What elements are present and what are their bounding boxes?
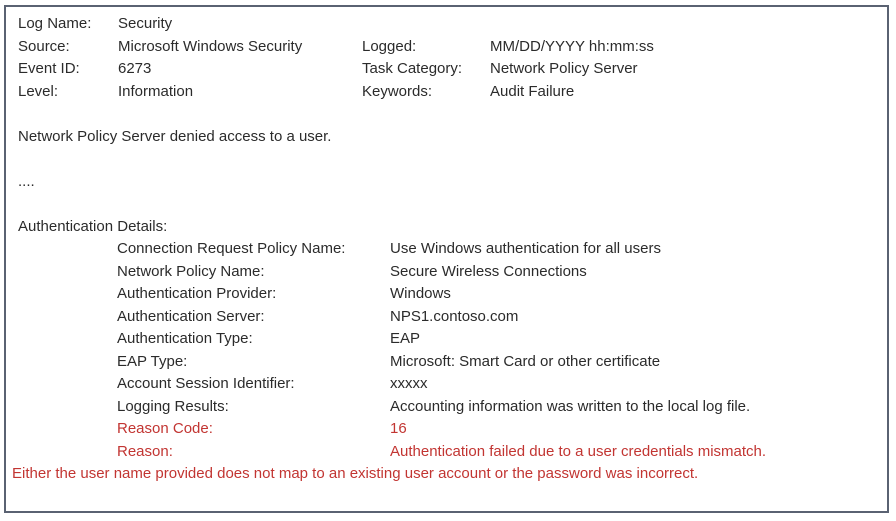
detail-row [18,238,875,261]
detail-value: Accounting information was written to the local log file. [390,397,751,415]
event-header [18,13,875,103]
detail-row [18,396,875,419]
detail-value: Microsoft: Smart Card or other certificate [390,352,661,370]
detail-row [18,283,875,306]
header-row-level [18,81,875,104]
detail-value: xxxxx [390,375,428,392]
field-label: Level: [18,82,59,100]
detail-row [18,351,875,374]
detail-value: Use Windows authentication for all users [390,240,661,257]
details-table [18,238,875,463]
detail-label: Reason Code: [117,420,213,437]
detail-value: Windows [390,285,451,302]
detail-row [18,261,875,284]
header-row-event-id [18,58,875,81]
field-value: Network Policy Server [490,60,638,77]
header-row-log-name [18,13,875,36]
detail-label: Account Session Identifier: [117,375,295,392]
field-label: Source: [18,37,70,55]
detail-label: Reason: [117,442,173,460]
detail-row-reason-code [18,418,875,441]
reason-footer-text: Either the user name provided does not map to an existing user account or the password was incorrect. [12,465,699,482]
section-title-authentication-details: Authentication Details: [18,217,168,235]
ellipsis-text: .... [18,172,35,190]
field-label: Log Name: [18,15,92,32]
header-row-source [18,36,875,59]
field-value [490,13,875,36]
detail-label: Authentication Server: [117,307,265,325]
field-label: Event ID: [18,60,80,77]
event-log-panel [4,5,889,513]
detail-value: 16 [390,420,407,437]
field-value: Information [118,82,194,100]
detail-row-reason [18,441,875,464]
detail-label: EAP Type: [117,352,188,370]
detail-value: Authentication failed due to a user credentials mismatch. [390,442,767,460]
field-value: Microsoft Windows Security [118,37,303,55]
detail-label: Logging Results: [117,397,229,415]
field-value: Security [118,15,173,32]
detail-value: Secure Wireless Connections [390,262,587,280]
field-label [362,13,490,36]
detail-value: EAP [390,330,421,347]
field-value: 6273 [118,60,152,77]
detail-row [18,306,875,329]
detail-row [18,373,875,396]
detail-label: Authentication Provider: [117,285,277,302]
detail-row [18,328,875,351]
detail-label: Authentication Type: [117,330,253,347]
field-value: MM/DD/YYYY hh:mm:ss [490,37,654,55]
field-label: Keywords: [362,82,433,100]
event-description: Network Policy Server denied access to a user. [18,127,332,145]
field-label: Logged: [362,37,417,55]
detail-label: Network Policy Name: [117,262,265,280]
detail-label: Connection Request Policy Name: [117,240,346,257]
detail-value: NPS1.contoso.com [390,307,519,325]
field-label: Task Category: [362,60,463,77]
field-value: Audit Failure [490,82,575,100]
